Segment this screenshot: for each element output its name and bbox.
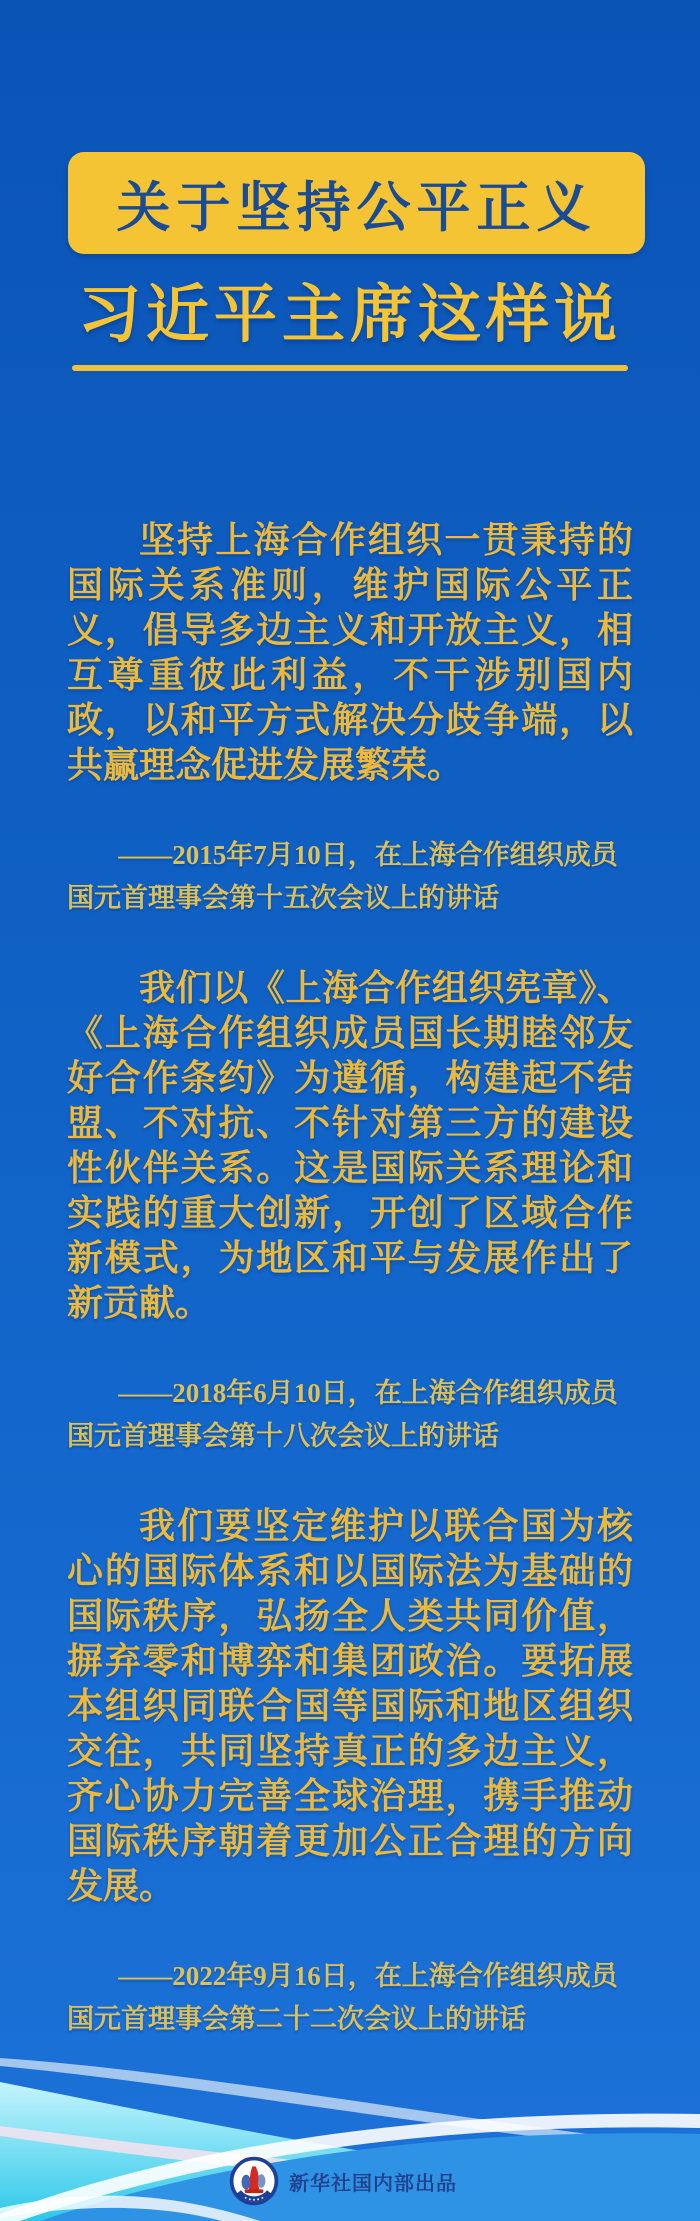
quote-paragraph-3: 我们要坚定维护以联合国为核心的国际体系和以国际法为基础的国际秩序，弘扬全人类共同价值，摒弃零和博弈和集团政治。要拓展本组织同联合国等国际和地区组织交往，共同坚持真正的多边主义，齐心协力完善全球治理，携手推动国际秩序朝着更加公正合理的方向发展。	[67, 1506, 633, 1906]
credit-text: 新华社国内部出品	[289, 2172, 457, 2195]
main-title: 习近平主席这样说	[78, 280, 622, 350]
xinhua-logo-icon	[229, 2156, 279, 2206]
quote-paragraph-2: 我们以《上海合作组织宪章》、《上海合作组织成员国长期睦邻友好合作条约》为遵循，构建起不结盟、不对抗、不针对第三方的建设性伙伴关系。这是国际关系理论和实践的重大创新，开创了区域合作新模式，为地区和平与发展作出了新贡献。	[67, 968, 633, 1323]
quote-attribution-2: ——2018年6月10日，在上海合作组织成员国元首理事会第十八次会议上的讲话	[67, 1378, 618, 1451]
quote-attribution-3: ——2022年9月16日，在上海合作组织成员国元首理事会第二十二次会议上的讲话	[67, 1961, 618, 2034]
footer-credit	[229, 2156, 457, 2206]
quote-paragraph-1: 坚持上海合作组织一贯秉持的国际关系准则，维护国际公平正义，倡导多边主义和开放主义，相互尊重彼此利益，不干涉别国内政，以和平方式解决分歧争端，以共赢理念促进发展繁荣。	[67, 520, 633, 785]
topic-badge-label: 关于坚持公平正义	[116, 177, 597, 238]
title-divider	[72, 365, 628, 371]
quote-attribution-1: ——2015年7月10日，在上海合作组织成员国元首理事会第十五次会议上的讲话	[67, 840, 618, 913]
quotes-section	[67, 518, 633, 2041]
topic-badge	[68, 152, 645, 254]
